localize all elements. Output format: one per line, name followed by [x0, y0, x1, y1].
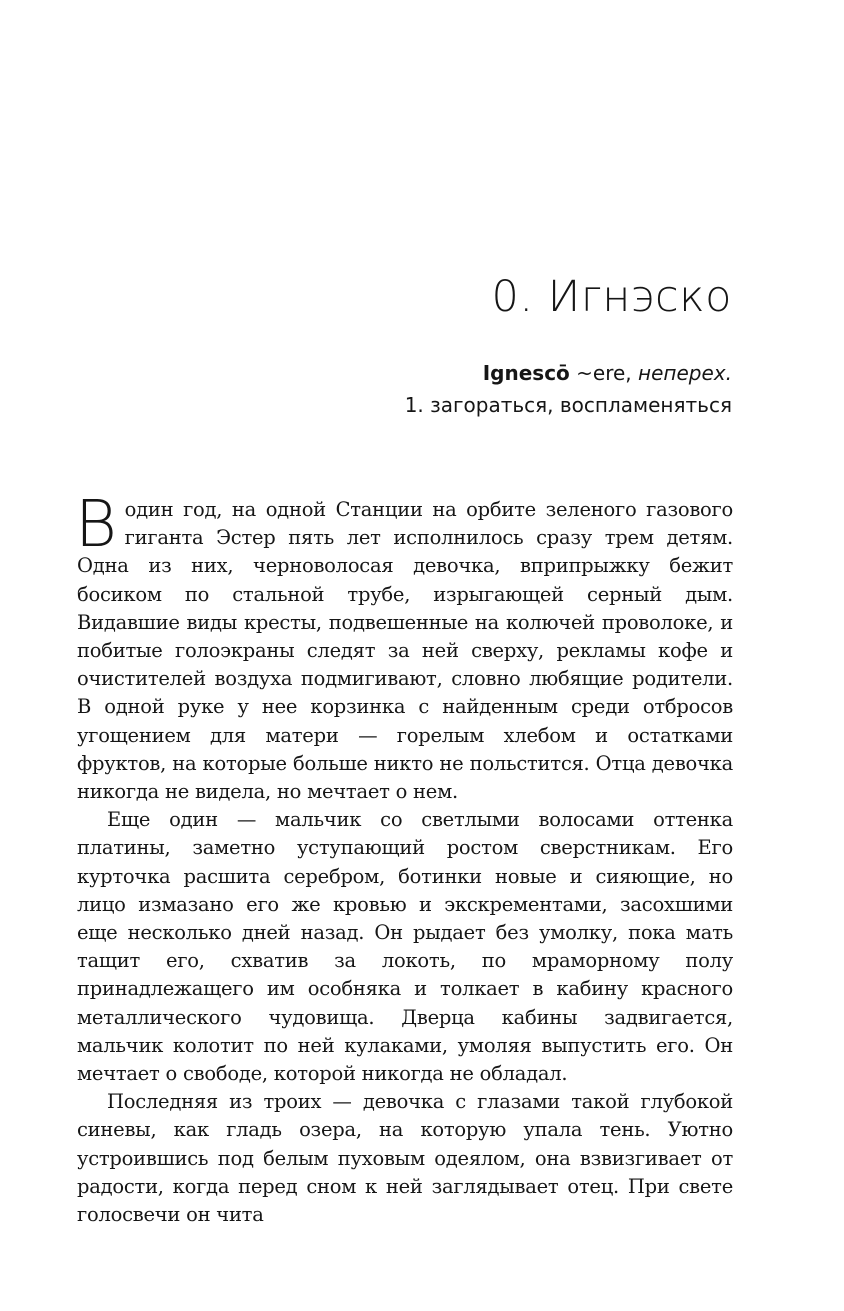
dictionary-epigraph: [405, 357, 732, 421]
epigraph-grammar-label: неперех.: [638, 361, 732, 385]
chapter-title: 0. Игнэско: [491, 272, 732, 322]
paragraph-2: Еще один — мальчик со светлыми волосами оттенка платины, заметно уступающий ростом сверстникам. Его курточка расшита серебром, ботинки новые и сияющие, но лицо измазано его же кровью и экскрементами, засохшими еще несколько дней назад. Он рыдает без умолку, пока мать тащит его, схватив за локоть, по мраморному полу принадлежащего им особняка и толкает в кабину красного металлического чудовища. Дверца кабины задвигается, мальчик колотит по ней кулаками, умоляя выпустить его. Он мечтает о свободе, которой никогда не обладал.: [77, 808, 733, 1086]
epigraph-grammar-note: ~ere,: [569, 361, 639, 385]
epigraph-headword: Ignescō: [482, 361, 570, 385]
chapter-body: [75, 488, 733, 1229]
epigraph-definition: 1. загораться, воспламеняться: [404, 393, 732, 417]
paragraph-1: [75, 488, 733, 806]
paragraph-3: Последняя из троих — девочка с глазами такой глубокой синевы, как гладь озера, на которую упала тень. Уютно устроившись под белым пуховым одеялом, она взвизгивает от радости, когда перед сном к ней заглядывает отец. При свете голосвечи он чита: [77, 1090, 733, 1227]
paragraph-1-text: один год, на одной Станции на орбите зеленого газового гиганта Эстер пять лет исполнилось сразу трем детям. Одна из них, черноволосая девочка, вприпрыжку бежит босиком по стальной трубе, изрыгающей серный дым. Видавшие виды кресты, подвешенные на колючей проволоке, и побитые голоэкраны следят за ней сверху, рекламы кофе и очистителей воздуха подмигивают, словно любящие родители. В одной руке у нее корзинка с найденным среди отбросов угощением для матери — горелым хлебом и остатками фруктов, на которые больше никто не польстится. Отца девочка никогда не видела, но мечтает о нем.: [77, 498, 733, 804]
drop-cap: В: [75, 488, 117, 562]
epigraph-entry-line: [405, 357, 732, 389]
